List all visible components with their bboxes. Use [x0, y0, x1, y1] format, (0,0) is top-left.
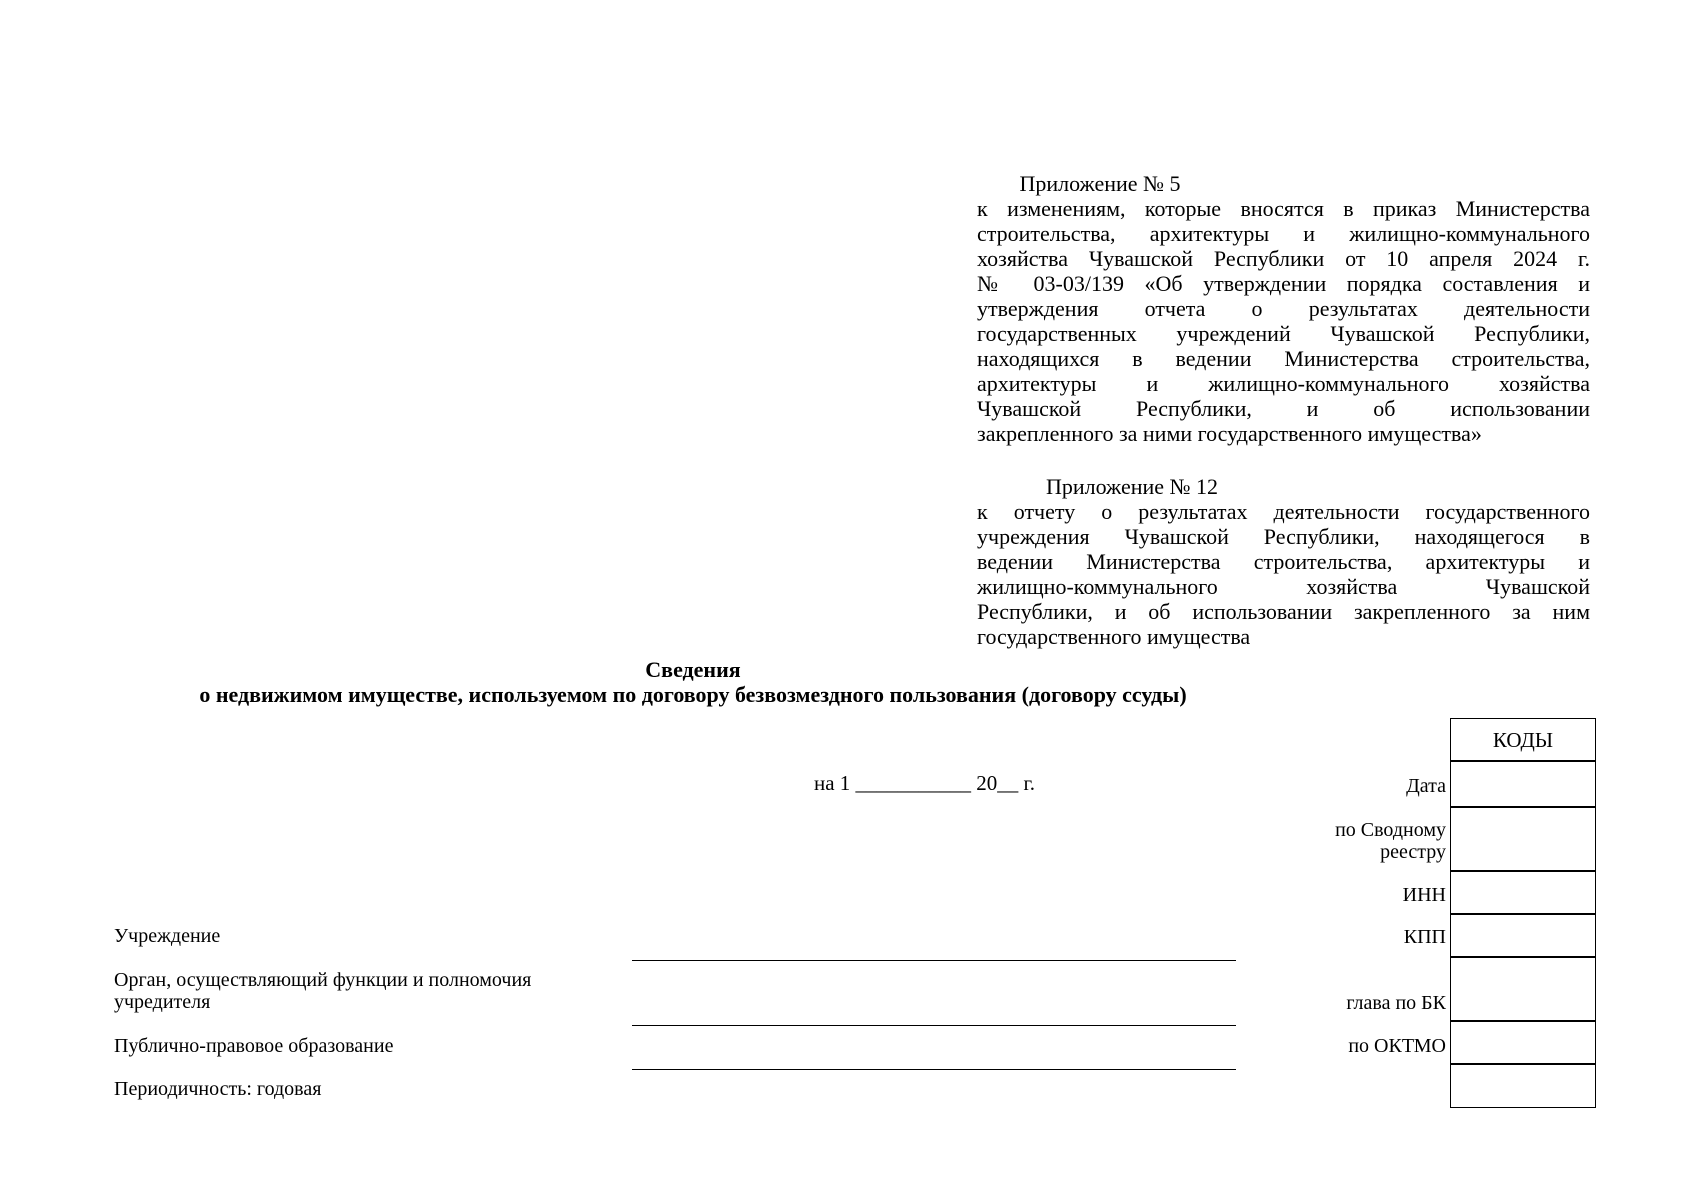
public-entity-label: Публично-правовое образование [114, 1035, 394, 1057]
appendix-12-text [977, 499, 1590, 649]
code-label-registry-line2: реестру [1380, 841, 1446, 863]
appendix-12-line: ведении Министерства строительства, архитектуры и [977, 549, 1590, 574]
appendix-12-heading: Приложение № 12 [1045, 474, 1219, 499]
appendix-12-line: государственного имущества [977, 624, 1251, 649]
code-label-inn: ИНН [1402, 884, 1446, 906]
appendix-5-line: № 03-03/139 «Об утверждении порядка составления и [977, 271, 1590, 296]
code-cell-registry[interactable] [1450, 806, 1596, 872]
appendix-12-line: к отчету о результатах деятельности государственного [977, 499, 1590, 524]
appendix-5-line: Чувашской Республики, и об использовании [977, 396, 1590, 421]
founder-label-line1: Орган, осуществляющий функции и полномочия [114, 969, 532, 991]
code-cell-inn[interactable] [1450, 870, 1596, 915]
appendix-5-line: государственных учреждений Чувашской Республики, [977, 321, 1590, 346]
code-cell-periodicity[interactable] [1450, 1063, 1596, 1108]
code-label-oktmo: по ОКТМО [1348, 1035, 1446, 1057]
appendix-12-line: Республики, и об использовании закрепленного за ним [977, 599, 1590, 624]
codes-header: КОДЫ [1492, 727, 1554, 752]
appendix-5-line: строительства, архитектуры и жилищно-коммунального [977, 221, 1590, 246]
appendix-5-line: закрепленного за ними государственного имущества» [977, 421, 1482, 446]
appendix-5-heading: Приложение № 5 [1019, 171, 1181, 196]
code-label-date: Дата [1406, 775, 1446, 797]
form-title: Сведения [645, 657, 741, 682]
appendix-5-line: утверждения отчета о результатах деятельности [977, 296, 1590, 321]
appendix-5-line: архитектуры и жилищно-коммунального хозяйства [977, 371, 1590, 396]
appendix-5-line: находящихся в ведении Министерства строительства, [977, 346, 1590, 371]
report-date-line: на 1 ___________ 20__ г. [814, 771, 1036, 795]
appendix-5-text [977, 196, 1590, 446]
code-cell-kpp[interactable] [1450, 913, 1596, 958]
appendix-5-line: к изменениям, которые вносятся в приказ Министерства [977, 196, 1590, 221]
code-label-bk: глава по БК [1346, 992, 1446, 1014]
appendix-12-line: жилищно-коммунального хозяйства Чувашской [977, 574, 1590, 599]
institution-field[interactable] [632, 960, 1236, 961]
public-entity-field[interactable] [632, 1069, 1236, 1070]
institution-label: Учреждение [114, 925, 221, 947]
appendix-5-line: хозяйства Чувашской Республики от 10 апреля 2024 г. [977, 246, 1590, 271]
periodicity-label: Периодичность: годовая [114, 1078, 322, 1100]
founder-label-line2: учредителя [114, 991, 211, 1013]
code-label-kpp: КПП [1403, 926, 1446, 948]
codes-table [1450, 718, 1596, 1114]
code-label-registry-line1: по Сводному [1335, 819, 1446, 841]
code-cell-bk[interactable] [1450, 956, 1596, 1022]
appendix-12-line: учреждения Чувашской Республики, находящегося в [977, 524, 1590, 549]
code-cell-date[interactable] [1450, 760, 1596, 808]
founder-field[interactable] [632, 1025, 1236, 1026]
code-cell-oktmo[interactable] [1450, 1020, 1596, 1065]
codes-header-cell [1450, 718, 1596, 762]
form-subtitle: о недвижимом имуществе, используемом по договору безвозмездного пользования (договору ссуды) [199, 682, 1187, 707]
